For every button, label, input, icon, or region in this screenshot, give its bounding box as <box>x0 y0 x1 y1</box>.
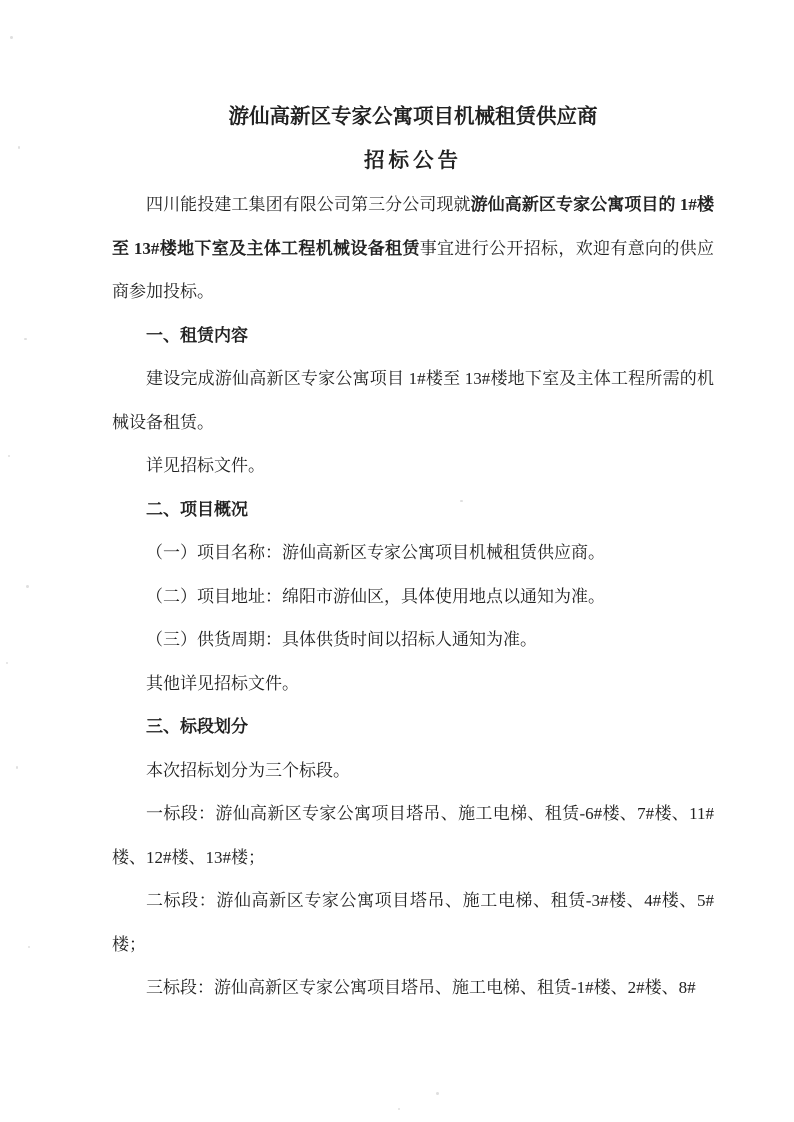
section-3-paragraph-3: 二标段：游仙高新区专家公寓项目塔吊、施工电梯、租赁-3#楼、4#楼、5#楼； <box>112 891 714 954</box>
intro-paragraph <box>112 183 714 314</box>
doc-title: 游仙高新区专家公寓项目机械租赁供应商 <box>228 106 598 128</box>
scan-speck <box>8 455 10 457</box>
scan-speck <box>10 36 13 39</box>
section-2-paragraph-2: （二）项目地址：绵阳市游仙区，具体使用地点以通知为准。 <box>146 586 605 606</box>
intro-text-post: 事宜进行公开招标，欢迎有意向的供应商参加投标。 <box>112 238 715 301</box>
section-3-paragraph-4: 三标段：游仙高新区专家公寓项目塔吊、施工电梯、租赁-1#楼、2#楼、8# <box>146 978 696 997</box>
section-1-heading: 一、租赁内容 <box>146 325 248 345</box>
scan-speck <box>6 662 8 664</box>
scan-speck <box>398 1108 400 1110</box>
scan-speck <box>28 946 30 948</box>
section-2-heading: 二、项目概况 <box>146 499 248 519</box>
scan-speck <box>436 1092 439 1095</box>
scan-speck <box>26 585 29 588</box>
scan-speck <box>18 146 20 149</box>
section-2-paragraph-4: 其他详见招标文件。 <box>146 673 299 693</box>
scan-speck <box>460 500 463 502</box>
section-2-paragraph-3: （三）供货周期：具体供货时间以招标人通知为准。 <box>146 630 537 649</box>
intro-text-bold-project-name: 游仙高新区专家公寓项目的 1#楼至 13#楼地下室及主体工程机械设备租赁 <box>112 195 715 258</box>
section-2-paragraph-1: （一）项目名称：游仙高新区专家公寓项目机械租赁供应商。 <box>146 543 605 562</box>
section-3-paragraph-1: 本次招标划分为三个标段。 <box>146 760 350 780</box>
section-1-paragraph-1: 建设完成游仙高新区专家公寓项目 1#楼至 13#楼地下室及主体工程所需的机械设备租赁。 <box>112 369 714 432</box>
doc-subtitle: 招标公告 <box>364 149 462 172</box>
section-3-heading: 三、标段划分 <box>146 717 248 736</box>
scan-speck <box>16 766 18 769</box>
intro-text-pre: 四川能投建工集团有限公司第三分公司现就 <box>146 195 471 214</box>
section-3-paragraph-2: 一标段：游仙高新区专家公寓项目塔吊、施工电梯、租赁-6#楼、7#楼、11#楼、12#楼、13#楼； <box>112 804 714 867</box>
scan-speck <box>24 338 27 340</box>
section-1-paragraph-2: 详见招标文件。 <box>146 456 265 475</box>
